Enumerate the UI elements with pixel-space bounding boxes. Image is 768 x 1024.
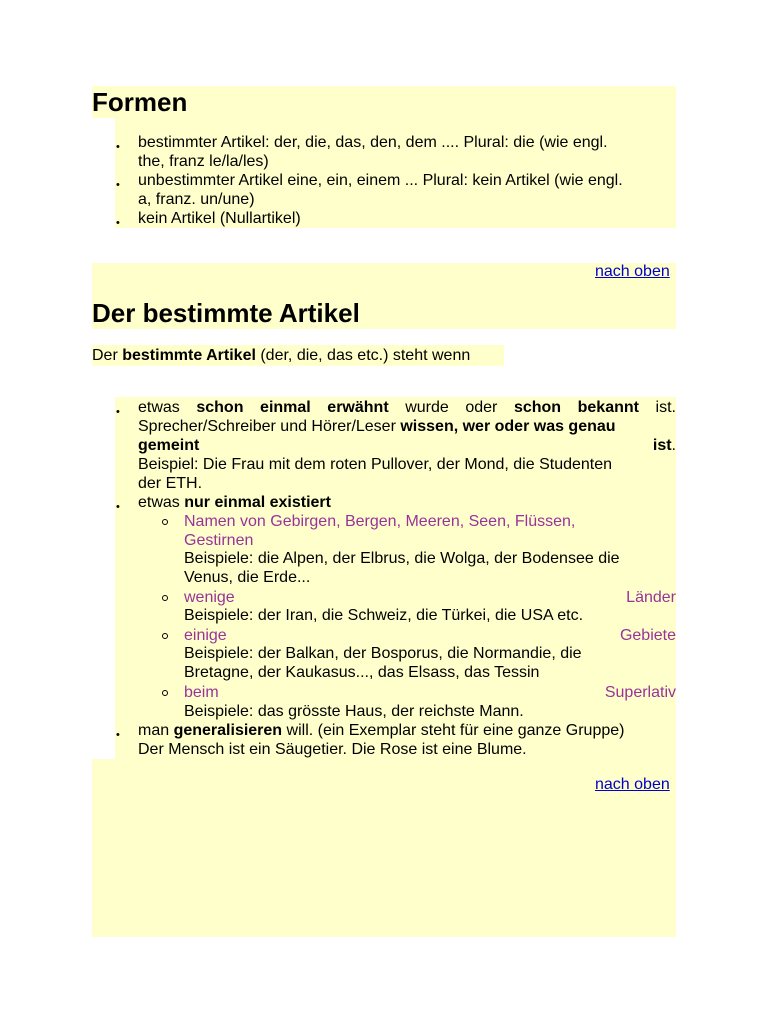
section-title-bestimmte-artikel: Der bestimmte Artikel (92, 298, 360, 328)
item1-word: wurde (405, 399, 449, 416)
item1-word: erwähnt (327, 399, 389, 416)
item1-line-4: Beispiel: Die Frau mit dem roten Pullover, der Mond, die Studenten (138, 456, 613, 473)
item3-line-1 (138, 721, 624, 740)
sub2-example: Beispiele: der Iran, die Schweiz, die Türkei, die USA etc. (184, 607, 584, 624)
formen-item-1-line-2: the, franz le/la/les) (138, 153, 269, 170)
sub-bullet-icon (162, 595, 168, 601)
item2-bold: nur einmal existiert (184, 494, 331, 511)
sub4-category-b: Superlativ (604, 684, 676, 701)
sub-bullet-icon (162, 633, 168, 639)
item1-l2-bold: wissen, wer oder was genau (400, 418, 616, 435)
item1-l3-ist: ist (652, 437, 672, 454)
intro-post: (der, die, das etc.) steht wenn (255, 347, 471, 364)
item1-word: ist. (655, 399, 676, 416)
back-to-top-link[interactable]: nach oben (595, 776, 670, 793)
item1-l3-dot: . (671, 437, 676, 454)
formen-item-3: kein Artikel (Nullartikel) (138, 210, 301, 227)
item1-word: schon (196, 399, 244, 416)
item1-l3-bold: gemeint (138, 437, 200, 454)
item3-bold: generalisieren (173, 722, 283, 739)
sub4-example: Beispiele: das grösste Haus, der reichste Mann. (184, 703, 524, 720)
back-to-top-link[interactable]: nach oben (595, 263, 670, 280)
formen-item-1-text: bestimmter Artikel: der, die, das, den, dem .... Plural: die (wie engl. (138, 134, 608, 151)
item2-heading (138, 493, 331, 512)
item2-pre: etwas (138, 494, 185, 511)
item3-line-2: Der Mensch ist ein Säugetier. Die Rose ist eine Blume. (138, 741, 527, 758)
sub3-category-a: einige (184, 627, 227, 644)
item1-word: etwas (138, 399, 180, 416)
item3-pre: man (138, 722, 174, 739)
formen-item-2-line-1: unbestimmter Artikel eine, ein, einem ... Plural: kein Artikel (wie engl. (138, 172, 623, 189)
item1-word: bekannt (577, 399, 639, 416)
bullet-icon: • (116, 179, 120, 191)
formen-item-1-line-1 (138, 133, 676, 152)
sub3-category (184, 626, 676, 645)
sub2-category-a: wenige (184, 589, 235, 606)
bullet-icon: • (116, 141, 120, 153)
bullet-icon: • (116, 501, 120, 513)
sub-bullet-icon (162, 690, 168, 696)
sub3-example-line-1: Beispiele: der Balkan, der Bosporus, die Normandie, die (184, 645, 582, 662)
formen-item-2-line-2: a, franz. un/une) (138, 191, 255, 208)
item1-word: schon (513, 399, 562, 416)
item1-word: einmal (260, 399, 311, 416)
bullet-icon: • (116, 217, 120, 229)
item1-line-5: der ETH. (138, 475, 203, 492)
sub3-example-line-2: Bretagne, der Kaukasus..., das Elsass, das Tessin (184, 664, 540, 681)
item1-line-1 (138, 398, 676, 417)
sub1-example-line-1: Beispiele: die Alpen, der Elbrus, die Wolga, der Bodensee die (184, 550, 620, 567)
sub4-category (184, 683, 676, 702)
bullet-icon: • (116, 729, 120, 741)
sub2-category (184, 588, 676, 607)
sub-bullet-icon (162, 519, 168, 525)
item1-line-2 (138, 417, 616, 436)
highlight-bottom (92, 759, 676, 937)
item1-l2-text: Sprecher/Schreiber und Hörer/Leser (138, 418, 401, 435)
sub4-category-a: beim (184, 684, 219, 701)
bullet-icon: • (116, 406, 120, 418)
sub1-category-line-1: Namen von Gebirgen, Bergen, Meeren, Seen, Flüssen, (184, 513, 576, 530)
section-title-formen: Formen (92, 87, 188, 117)
sub1-category-line-2: Gestirnen (184, 532, 254, 549)
intro-bold: bestimmte Artikel (122, 347, 256, 364)
item1-l3-end (653, 436, 676, 455)
item1-line-3 (138, 436, 676, 455)
intro-pre: Der (92, 347, 123, 364)
intro-text (92, 346, 470, 365)
sub1-example-line-2: Venus, die Erde... (184, 569, 311, 586)
item1-word: oder (465, 399, 498, 416)
item3-post: will. (ein Exemplar steht für eine ganze Gruppe) (282, 722, 625, 739)
sub3-category-b: Gebiete (619, 627, 676, 644)
sub2-category-b: Länder (626, 589, 676, 606)
